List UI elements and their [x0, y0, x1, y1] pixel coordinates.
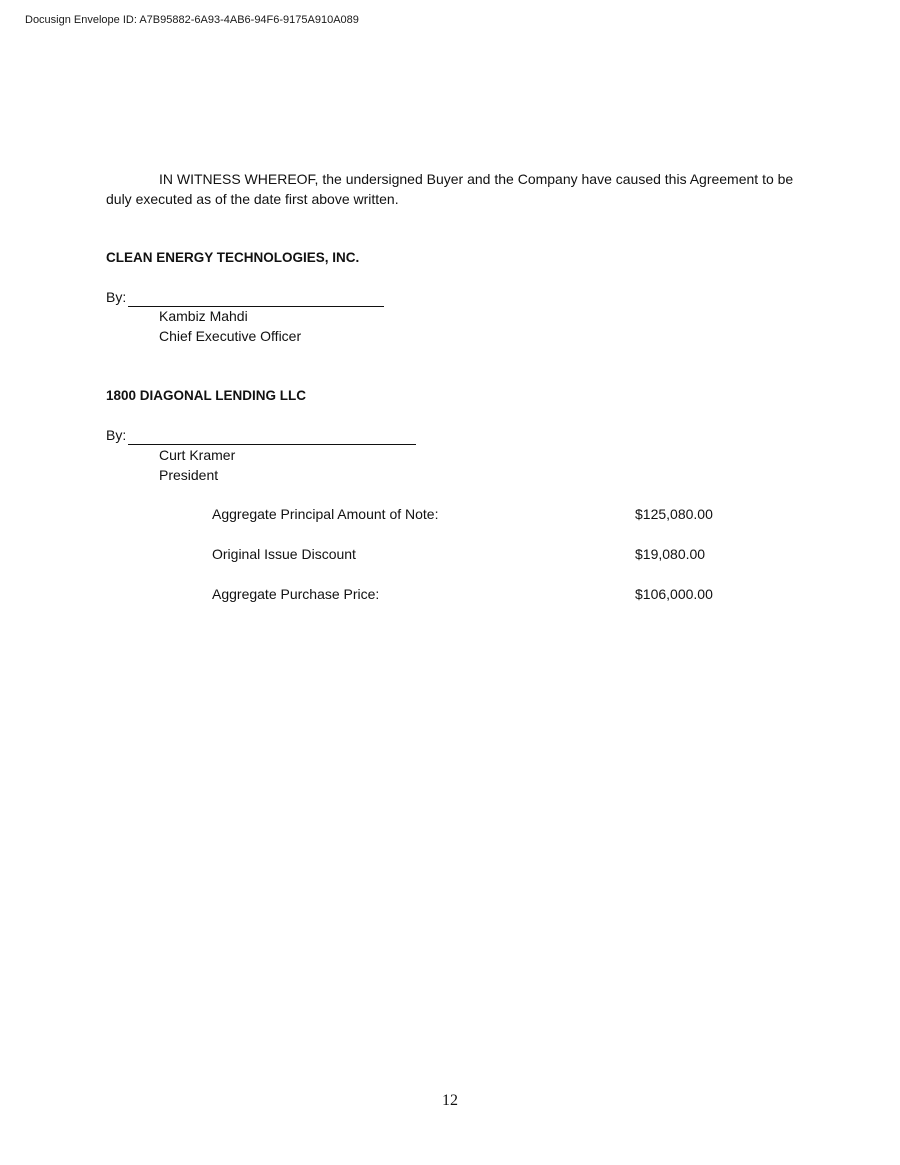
amount-row-principal	[212, 504, 732, 524]
amount-row-discount	[212, 544, 732, 564]
amount-label: Aggregate Purchase Price:	[212, 586, 380, 602]
amount-label: Original Issue Discount	[212, 546, 356, 562]
signer-title-clean-energy: Chief Executive Officer	[159, 328, 302, 344]
amount-value: $19,080.00	[635, 546, 706, 562]
amount-label: Aggregate Principal Amount of Note:	[212, 506, 439, 522]
witness-text: IN WITNESS WHEREOF, the undersigned Buyer and the Company have caused this Agreement to be duly executed as of the date first above written.	[106, 171, 794, 207]
by-label: By:	[106, 289, 127, 305]
signature-blank	[128, 290, 384, 307]
signer-title-1800-diagonal: President	[159, 467, 219, 483]
witness-paragraph	[106, 169, 806, 209]
company-name-clean-energy: CLEAN ENERGY TECHNOLOGIES, INC.	[106, 250, 360, 265]
by-label: By:	[106, 427, 127, 443]
signature-line-clean-energy	[106, 287, 384, 307]
signer-name-1800-diagonal: Curt Kramer	[159, 447, 236, 463]
signature-line-1800-diagonal	[106, 425, 416, 445]
amount-value: $106,000.00	[635, 586, 713, 602]
page-number: 12	[442, 1092, 458, 1109]
signer-name-clean-energy: Kambiz Mahdi	[159, 308, 248, 324]
company-name-1800-diagonal: 1800 DIAGONAL LENDING LLC	[106, 388, 307, 403]
amount-value: $125,080.00	[635, 506, 713, 522]
amount-row-purchase-price	[212, 584, 732, 604]
signature-blank	[128, 428, 416, 445]
docusign-envelope-id: Docusign Envelope ID: A7B95882-6A93-4AB6-94F6-9175A910A089	[25, 14, 359, 26]
